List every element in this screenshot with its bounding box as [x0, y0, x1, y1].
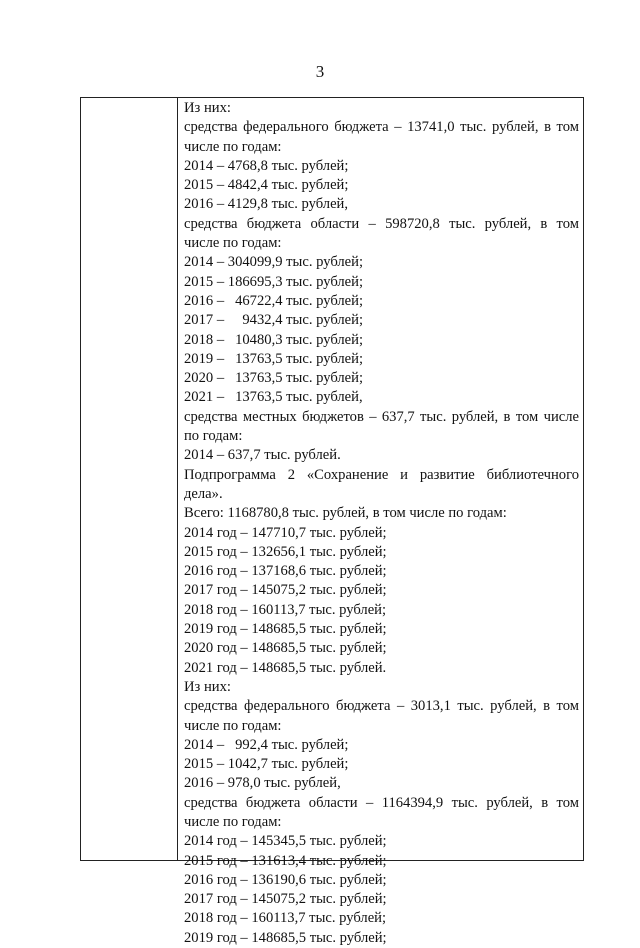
text-line: 2019 – 13763,5 тыс. рублей; [184, 350, 364, 367]
text-line: 2016 – 978,0 тыс. рублей, [184, 775, 341, 792]
text-line: 2014 – 4768,8 тыс. рублей; [184, 157, 349, 174]
funding-table [80, 97, 584, 946]
text-line: 2017 год – 145075,2 тыс. рублей; [184, 582, 387, 599]
text-line: по годам: [184, 428, 243, 445]
text-line: 2015 год – 131613,4 тыс. рублей; [184, 852, 387, 869]
text-line: 2019 год – 148685,5 тыс. рублей; [184, 621, 387, 638]
text-line: 2021 – 13763,5 тыс. рублей, [184, 389, 363, 406]
text-line: 2019 год – 148685,5 тыс. рублей; [184, 929, 387, 946]
text-line: 2020 – 13763,5 тыс. рублей; [184, 370, 364, 387]
text-line: числе по годам: [184, 717, 282, 734]
text-line: 2017 год – 145075,2 тыс. рублей; [184, 891, 387, 908]
text-line: средства федерального бюджета – 3013,1 тыс. рублей, в том [184, 698, 579, 715]
text-line: средства федерального бюджета – 13741,0 тыс. рублей, в том [184, 119, 579, 136]
text-line: 2014 – 304099,9 тыс. рублей; [184, 254, 364, 271]
text-line: средства бюджета области – 1164394,9 тыс. рублей, в том [184, 794, 579, 811]
text-line: 2016 – 46722,4 тыс. рублей; [184, 292, 364, 309]
text-line: 2020 год – 148685,5 тыс. рублей; [184, 640, 387, 657]
text-line: 2014 – 637,7 тыс. рублей. [184, 447, 341, 464]
text-line: 2015 – 186695,3 тыс. рублей; [184, 273, 364, 290]
text-line: средства бюджета области – 598720,8 тыс. рублей, в том [184, 215, 579, 232]
text-line: Из них: [184, 100, 231, 116]
text-line: 2015 – 4842,4 тыс. рублей; [184, 177, 349, 194]
text-line: 2018 год – 160113,7 тыс. рублей; [184, 601, 387, 618]
text-line: числе по годам: [184, 813, 282, 830]
text-line: 2015 год – 132656,1 тыс. рублей; [184, 543, 387, 560]
text-line: 2014 год – 145345,5 тыс. рублей; [184, 833, 387, 850]
text-line: 2016 – 4129,8 тыс. рублей, [184, 196, 349, 213]
text-line: 2018 – 10480,3 тыс. рублей; [184, 331, 364, 348]
text-line: дела». [184, 485, 223, 502]
text-line: 2015 – 1042,7 тыс. рублей; [184, 756, 349, 773]
text-line: 2016 год – 137168,6 тыс. рублей; [184, 563, 387, 580]
page-number: 3 [315, 62, 325, 81]
text-line: 2018 год – 160113,7 тыс. рублей; [184, 910, 387, 927]
text-line: Из них: [184, 678, 231, 695]
text-line: 2016 год – 136190,6 тыс. рублей; [184, 871, 387, 888]
text-line: Всего: 1168780,8 тыс. рублей, в том числе по годам: [184, 505, 507, 522]
text-line: числе по годам: [184, 235, 282, 252]
table-left-column [81, 98, 178, 860]
text-line: средства местных бюджетов – 637,7 тыс. рублей, в том числе [184, 408, 579, 425]
text-line: числе по годам: [184, 138, 282, 155]
text-line: 2017 – 9432,4 тыс. рублей; [184, 312, 364, 329]
text-line: Подпрограмма 2 «Сохранение и развитие библиотечного [184, 466, 579, 483]
text-line: 2014 – 992,4 тыс. рублей; [184, 736, 349, 753]
text-line: 2021 год – 148685,5 тыс. рублей. [184, 659, 387, 676]
text-line: 2014 год – 147710,7 тыс. рублей; [184, 524, 387, 541]
table-text-column [178, 98, 583, 948]
